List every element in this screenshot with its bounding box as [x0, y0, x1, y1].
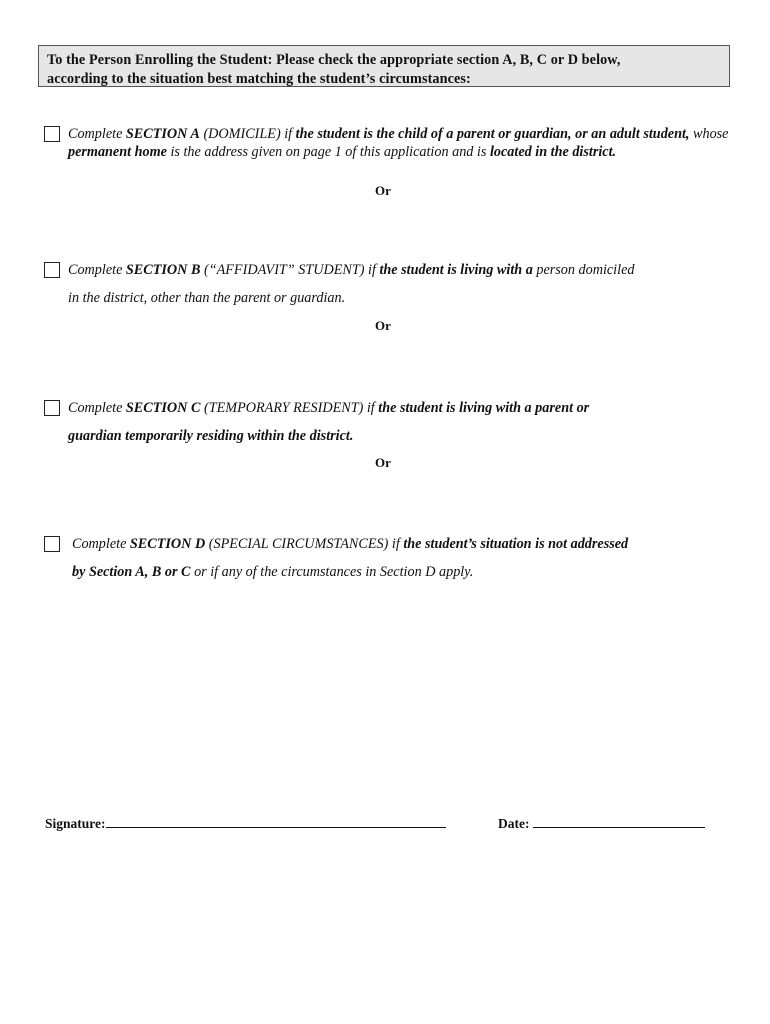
- section-c-text: Complete SECTION C (TEMPORARY RESIDENT) if the student is living with a parent or guardian temporarily residing within the district.: [68, 400, 590, 444]
- section-b-checkbox[interactable]: [44, 262, 60, 278]
- instructions-header: [38, 45, 730, 87]
- section-d-checkbox[interactable]: [44, 536, 60, 552]
- signature-line[interactable]: [106, 813, 446, 828]
- section-d-text: Complete SECTION D (SPECIAL CIRCUMSTANCES) if the student’s situation is not addressed by Section A, B or C or if any of the circumstances in Section D apply.: [72, 536, 629, 580]
- option-section-a: [44, 125, 734, 161]
- section-a-text: Complete SECTION A (DOMICILE) if the student is the child of a parent or guardian, or an adult student, whose permanent home is the address given on page 1 of this application and is located in the district.: [68, 126, 729, 160]
- date-row: [498, 813, 705, 832]
- or-separator-1: Or: [375, 183, 391, 198]
- section-c-checkbox[interactable]: [44, 400, 60, 416]
- section-a-checkbox[interactable]: [44, 126, 60, 142]
- option-section-b: [44, 261, 734, 317]
- date-line[interactable]: [533, 813, 705, 828]
- option-section-d: [44, 535, 734, 591]
- header-line-1: To the Person Enrolling the Student: Please check the appropriate section A, B, C or D below,: [47, 52, 621, 68]
- or-separator-3: Or: [375, 455, 391, 470]
- signature-label: Signature:: [45, 816, 106, 831]
- or-separator-2: Or: [375, 318, 391, 333]
- option-section-c: [44, 399, 734, 455]
- date-label: Date:: [498, 816, 530, 831]
- section-b-text: Complete SECTION B (“AFFIDAVIT” STUDENT) if the student is living with a person domiciled in the district, other than the parent or guardian.: [68, 262, 635, 306]
- signature-row: [45, 813, 446, 832]
- header-line-2: according to the situation best matching the student’s circumstances:: [47, 71, 471, 87]
